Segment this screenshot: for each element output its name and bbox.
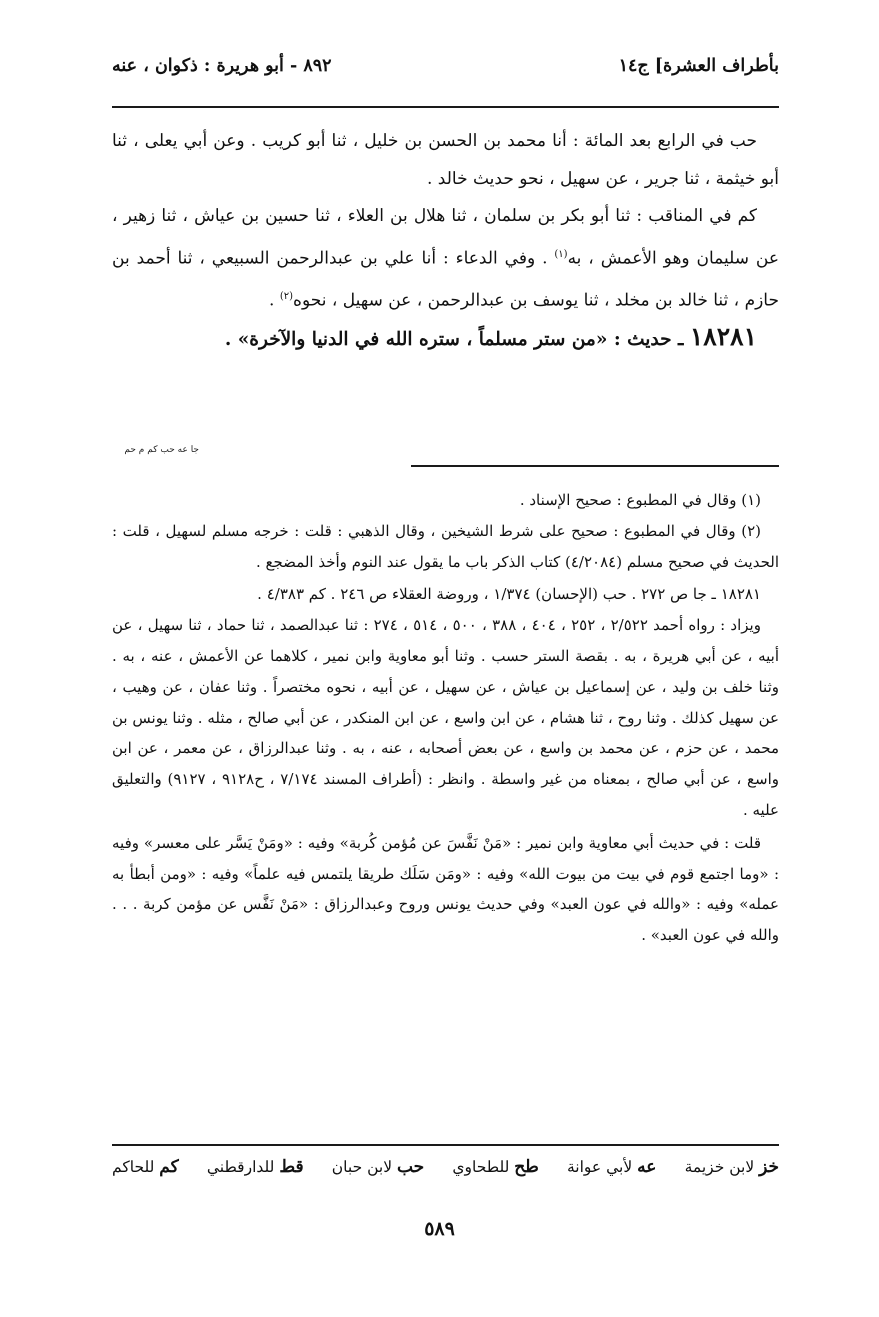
hadith-entry bbox=[112, 322, 779, 355]
abbr-item: قط للدارقطني bbox=[206, 1157, 304, 1177]
commentary-sources: ١٨٢٨١ ـ جا ص ٢٧٢ . حب (الإحسان) ١/٣٧٤ ، وروضة العقلاء ص ٢٤٦ . كم ٤/٣٨٣ . bbox=[257, 585, 761, 604]
footnote-rule bbox=[411, 465, 779, 467]
commentary-additions: ويزاد : رواه أحمد ٢/٥٢٢ ، ٢٥٢ ، ٤٠٤ ، ٣٨٨ ، ٥٠٠ ، ٥١٤ ، ٢٧٤ : ثنا عبدالصمد ، ثنا حماد ، ثنا سهيل ، عن أبيه ، عن أبي هريرة ، به . بقصة الستر حسب . وثنا أبو معاوية وابن نمير ، كلاهما عن الأعمش ، عنه ، به . وثنا خلف بن وليد ، عن إسماعيل بن عياش ، عن سهيل ، عن أبيه ، نحوه مختصراً . وثنا عفان ، عن وهيب ، عن سهيل كذلك . وثنا روح ، ثنا هشام ، عن ابن واسع ، عن ابن المنكدر ، عن أبي صالح ، مثله . وثنا يونس بن محمد ، عن حزم ، عن محمد بن واسع ، عن بعض أصحابه ، عنه ، به . وثنا عبدالرزاق ، عن معمر ، عن ابن واسع ، عن أبي صالح ، بمعناه من غير واسطة . وانظر : (أطراف المسند ٧/١٧٤ ، ح٩١٢٨ ، ٩١٢٧) والتعليق عليه . bbox=[112, 616, 780, 819]
header-rule bbox=[112, 106, 779, 108]
source-sigla: جا عه حب كم م حم bbox=[124, 445, 199, 455]
footnotes bbox=[112, 485, 779, 951]
hadith-text: ـ حديث : «من ستر مسلماً ، ستره الله في الدنيا والآخرة» . bbox=[224, 328, 690, 350]
footnote-ref-1: (١) bbox=[554, 248, 568, 260]
header-book-title: بأطراف العشرة] ج١٤ bbox=[618, 56, 779, 76]
paragraph-hakim: كم في المناقب : ثنا أبو بكر بن سلمان ، ثنا هلال بن العلاء ، ثنا حسين بن عياش ، ثنا زهير ، عن سليمان وهو الأعمش ، به$^{(١)}$ . وفي الدعاء : أنا علي بن عبدالرحمن السبيعي ، ثنا أحمد بن حازم ، ثنا خالد بن مخلد ، ثنا يوسف بن عبدالرحمن ، عن سهيل ، نحوه$^{(٢)}$ . bbox=[112, 206, 779, 311]
abbr-item: كم للحاكم bbox=[112, 1157, 179, 1177]
hadith-number: ١٨٢٨١ bbox=[689, 321, 757, 351]
footnote-1: (١) وقال في المطبوع : صحيح الإسناد . bbox=[519, 491, 761, 509]
footnote-ref-2: (٢) bbox=[279, 290, 294, 302]
main-text bbox=[112, 123, 779, 355]
abbr-item: طح للطحاوي bbox=[452, 1157, 539, 1177]
footnote-2: (٢) وقال في المطبوع : صحيح على شرط الشيخين ، وقال الذهبي : قلت : خرجه مسلم لسهيل ، قلت : الحديث في صحيح مسلم (٤/٢٠٨٤) كتاب الذكر باب ما يقول عند النوم وأخذ المضجع . bbox=[112, 521, 779, 571]
abbr-item: عه لأبي عوانة bbox=[566, 1157, 657, 1177]
running-header bbox=[112, 56, 779, 90]
header-section-title: ٨٩٢ - أبو هريرة : ذكوان ، عنه bbox=[112, 56, 332, 76]
page-number: ٥٨٩ bbox=[424, 1218, 455, 1240]
paragraph-hibban: حب في الرابع بعد المائة : أنا محمد بن الحسن بن خليل ، ثنا أبو كريب . وعن أبي يعلى ، ثنا أبو خيثمة ، ثنا جرير ، عن سهيل ، نحو حديث خالد . bbox=[112, 131, 779, 189]
abbr-item: خز لابن خزيمة bbox=[684, 1157, 779, 1177]
commentary-remark: قلت : في حديث أبي معاوية وابن نمير : «مَنْ نَفَّسَ عن مُؤمن كُربة» وفيه : «ومَنْ يَسَّر على معسر» وفيه : «وما اجتمع قوم في بيت من بيوت الله» وفيه : «ومَن سَلَك طريقا يلتمس فيه علماً» وفيه : «ومن أبطأ به عمله» وفيه : «والله في عون العبد» وفي حديث يونس وروح وعبدالرزاق : «مَنْ نَفَّس عن مؤمن كربة . . . والله في عون العبد» . bbox=[112, 833, 779, 945]
abbreviations-legend bbox=[112, 1157, 779, 1187]
abbr-item: حب لابن حبان bbox=[331, 1157, 425, 1177]
abbreviations-rule bbox=[112, 1144, 779, 1146]
